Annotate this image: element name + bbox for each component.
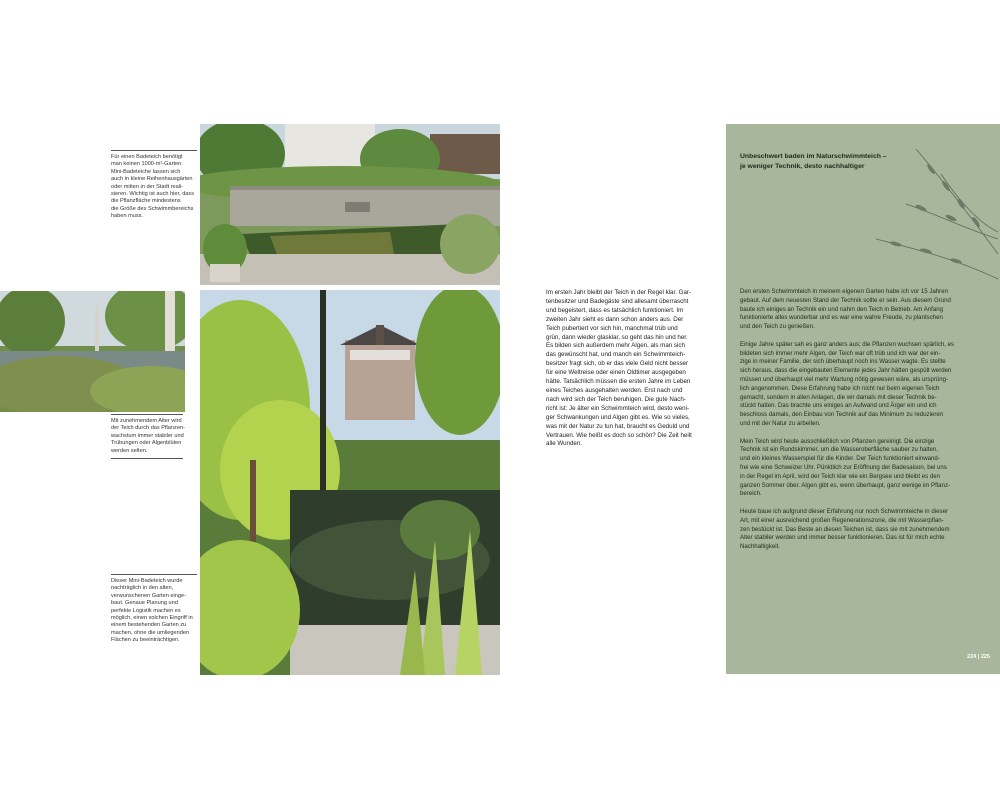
info-panel bbox=[726, 124, 1000, 674]
panel-paragraph: Heute baue ich aufgrund dieser Erfahrung nur noch Schwimmteiche in dieser Art, mit einer ausreichend großen Regenerationszone, die mit Wasserpflan- zen bestückt ist. Das Beste an diesen Teichen ist, dass sie mit zunehmendem Alter stabiler werden und immer besser funktionieren. Das ist für mich echte Nachhaltigkeit. bbox=[740, 507, 950, 551]
page-numbers: 224 | 225 bbox=[967, 654, 990, 660]
caption-rule-middle bbox=[111, 414, 183, 415]
panel-paragraph: Mein Teich wird heute ausschließlich von Pflanzen gereinigt. Die einzige Technik ist ein Rundskimmer, um die Wasseroberfläche sauber zu halten, und ein kleines Wasserspiel für die Kinder. Der Teich funktioniert einwand- frei wie eine Schweizer Uhr. Pünktlich zur Eröffnung der Badesaison, bei uns in der Regel im April, wird der Teich klar wie ein Bergsee und bleibt es den ganzen Sommer über. Algen gibt es, wenn überhaupt, ganz wenige im Pflanz- bereich. bbox=[740, 437, 951, 498]
caption-pond-age: Mit zunehmendem Alter wird der Teich durch das Pflanzen- wachstum immer stabiler und Trübungen oder Algenblüten werden selten. bbox=[111, 418, 185, 454]
panel-paragraph: Den ersten Schwimmteich in meinem eigenen Garten habe ich vor 15 Jahren gebaut. Auf dem neuesten Stand der Technik sollte er sein. Aus diesem Grund baute ich einiges an Technik ein und nahm den Teich in Betrieb. Am Anfang funktionierte alles wunderbar und es war eine wahre Freude, zu plantschen und den Teich zu genießen. bbox=[740, 288, 951, 331]
caption-rule-bottom bbox=[111, 574, 197, 575]
article-body-text: Im ersten Jahr bleibt der Teich in der Regel klar. Gar- tenbesitzer und Badegäste sind allesamt überrascht und begeistert, dass es tatsächlich funktioniert. Im zweiten Jahr sieht es dann schon anders aus. Der Teich pubertiert vor sich hin, manchmal trüb und grün, dann wieder glasklar, so geht das hin und her. Es bilden sich außerdem mehr Algen, als man sich das gewünscht hat, und manch ein Schwimmteich- besitzer fragt sich, ob er das viele Geld nicht besser für eine Weltreise oder einen Oldtimer ausgegeben hätte. Tatsächlich müssen die ersten Jahre im Leben eines Teiches ausgehalten werden. Erst nach und nach wird sich der Teich beruhigen. Die gute Nach- richt ist: Je älter ein Schwimmteich wird, desto weni- ger Schwankungen und Algen gibt es. Wie so vieles, was mit der Natur zu tun hat, braucht es Geduld und Vertrauen. Wie heißt es doch so schön? Die Zeit heilt alle Wunden. bbox=[546, 289, 692, 448]
photo-mini-pond-foliage-image bbox=[200, 290, 500, 675]
photo-mini-pond-foliage bbox=[200, 290, 500, 675]
photo-terraced-garden-pond bbox=[200, 124, 500, 285]
caption-mini-pond-size: Für einen Badeteich benötigt man keinen 1000-m²-Garten. Mini-Badeteiche lassen sich auch in kleine Reihenhausgärten oder mitten in der Stadt reali- sieren. Wichtig ist auch hier, dass die Pflanzfläche mindestens die Größe des Schwimmbereichs haben muss. bbox=[111, 154, 195, 220]
caption-rule-top bbox=[111, 150, 197, 151]
photo-natural-pond-trees-image bbox=[0, 291, 185, 412]
photo-natural-pond-trees bbox=[0, 291, 185, 412]
caption-rule-middle-end bbox=[111, 458, 183, 459]
panel-heading: Unbeschwert baden im Naturschwimmteich – je weniger Technik, desto nachhaltiger bbox=[740, 153, 887, 170]
panel-paragraph: Einige Jahre später sah es ganz anders aus; die Pflanzen wuchsen spärlich, es bildeten sich immer mehr Algen, der Teich war oft trüb und ich war der ein- zige in meiner Familie, der sich überhaupt noch ins Wasser wagte. Es stellte sich heraus, dass die eingebauten Elemente jedes Jahr hätten gespült werden müssen und überhaupt viel mehr Wartung nötig gewesen wäre, als ursprüng- lich angenommen. Diese Erfahrung habe ich nicht nur beim eigenen Teich gemacht, sondern in allen Anlagen, die wir damals mit dieser Technik be- stückt hatten. Das brachte uns einiges an Aufwand und Ärger ein und ich beschloss damals, den Einbau von Technik auf das Minimum zu reduzieren und mit der Natur zu arbeiten. bbox=[740, 340, 955, 427]
panel-text bbox=[740, 288, 990, 561]
photo-terraced-garden-pond-image bbox=[200, 124, 500, 285]
caption-retrofit-pond: Dieser Mini-Badeteich wurde nachträglich in den alten, verwunschenen Garten einge- baut. Genaue Planung und perfekte Logistik machen es möglich, einen solchen Eingriff in einem bestehenden Garten zu machen, ohne die umliegenden Flächen zu beeinträchtigen. bbox=[111, 578, 193, 644]
